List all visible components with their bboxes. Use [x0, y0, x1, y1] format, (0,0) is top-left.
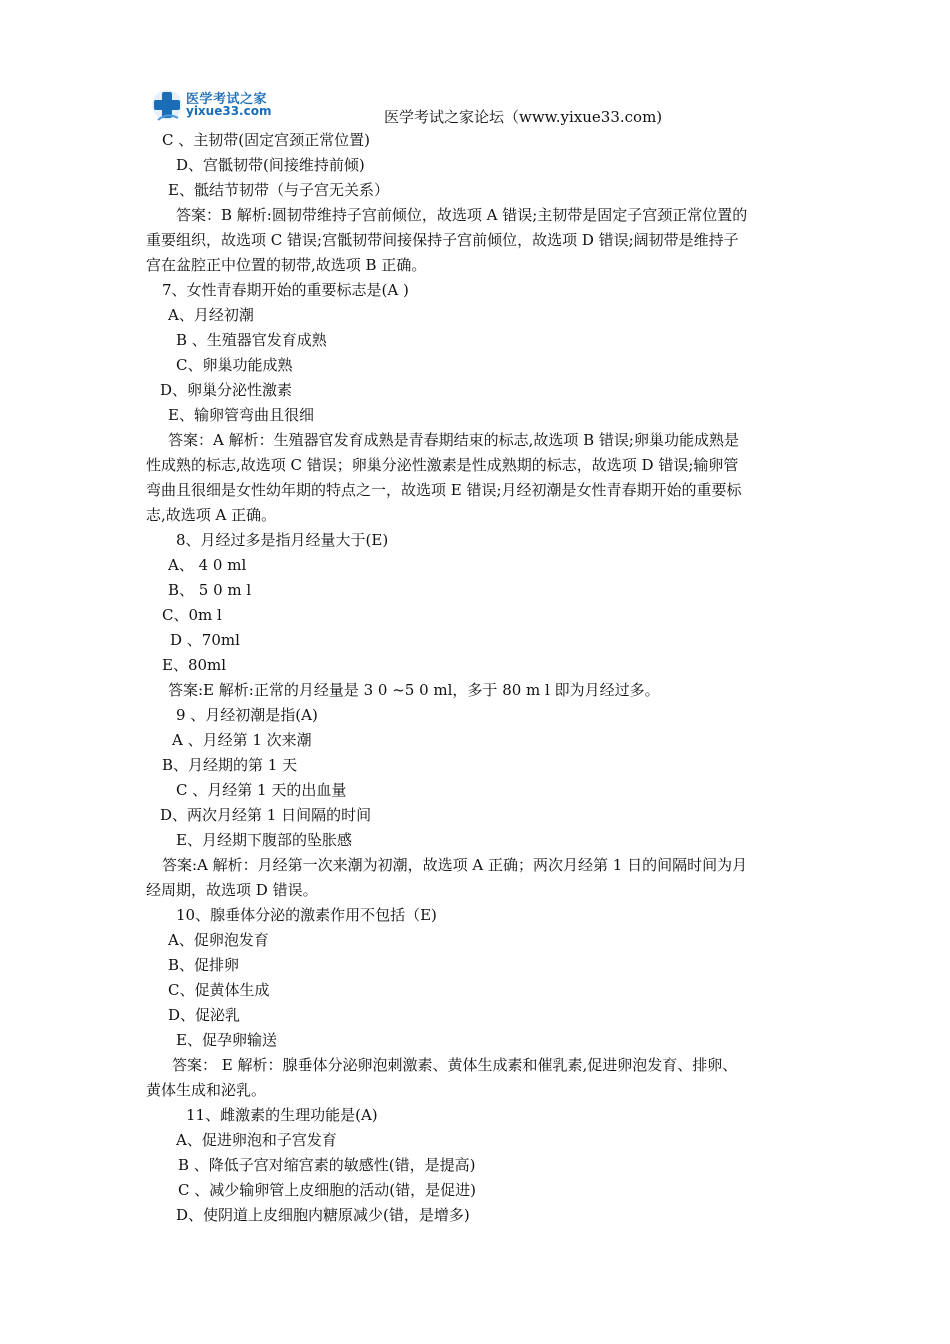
- option-line: B、 5 0 m l: [168, 581, 252, 599]
- option-line: B、月经期的第 1 天: [162, 756, 298, 774]
- option-line: C、卵巢功能成熟: [176, 356, 293, 374]
- site-title: 医学考试之家论坛（www.yixue33.com): [384, 108, 663, 126]
- option-line: A 、月经第 1 次来潮: [172, 731, 312, 749]
- question-line: 7、女性青春期开始的重要标志是(A ): [162, 281, 409, 299]
- option-line: C、0m l: [162, 606, 222, 624]
- question-line: 11、雌激素的生理功能是(A): [186, 1106, 378, 1124]
- option-line: E、80ml: [162, 656, 227, 674]
- question-line: 10、腺垂体分泌的激素作用不包括（E): [176, 906, 437, 924]
- option-line: D、两次月经第 1 日间隔的时间: [160, 806, 372, 824]
- question-line: 9 、月经初潮是指(A): [176, 706, 318, 724]
- option-line: A、促进卵泡和子宫发育: [176, 1131, 337, 1149]
- answer-line: 答案：B 解析:圆韧带维持子宫前倾位，故选项 A 错误;主韧带是固定子宫颈正常位置的: [176, 206, 748, 224]
- option-line: D、宫骶韧带(间接维持前倾): [176, 156, 365, 174]
- option-line: C、促黄体生成: [168, 981, 270, 999]
- answer-line: 黄体生成和泌乳。: [146, 1081, 267, 1099]
- answer-line: 答案：A 解析：生殖器官发育成熟是青春期结束的标志,故选项 B 错误;卵巢功能成熟是: [168, 431, 739, 449]
- option-line: C 、月经第 1 天的出血量: [176, 781, 347, 799]
- option-line: B、促排卵: [168, 956, 240, 974]
- medical-cross-logo-icon: [150, 84, 184, 124]
- option-line: B 、生殖器官发育成熟: [176, 331, 327, 349]
- answer-line: 志,故选项 A 正确。: [146, 506, 277, 524]
- option-line: B 、降低子宫对缩宫素的敏感性(错，是提高): [178, 1156, 476, 1174]
- option-line: E、月经期下腹部的坠胀感: [176, 831, 352, 849]
- option-line: D 、70ml: [170, 631, 240, 649]
- answer-line: 答案:E 解析:正常的月经量是 3 0 ~5 0 ml，多于 80 m l 即为月经过多。: [168, 681, 660, 699]
- option-line: A、月经初潮: [168, 306, 254, 324]
- option-line: D、促泌乳: [168, 1006, 241, 1024]
- option-line: C 、减少输卵管上皮细胞的活动(错，是促进): [178, 1181, 476, 1199]
- answer-line: 答案： E 解析：腺垂体分泌卵泡刺激素、黄体生成素和催乳素,促进卵泡发育、排卵、: [172, 1056, 738, 1074]
- logo-text-en: yixue33.com: [186, 104, 272, 118]
- option-line: E、骶结节韧带（与子宫无关系）: [168, 181, 389, 199]
- answer-line: 弯曲且很细是女性幼年期的特点之一，故选项 E 错误;月经初潮是女性青春期开始的重要标: [146, 481, 742, 499]
- option-line: A、促卵泡发育: [168, 931, 269, 949]
- option-line: D、卵巢分泌性激素: [160, 381, 293, 399]
- option-line: C 、主韧带(固定宫颈正常位置): [162, 131, 370, 149]
- logo-text-cn: 医学考试之家: [186, 92, 268, 107]
- question-line: 8、月经过多是指月经量大于(E): [176, 531, 389, 549]
- option-line: D、使阴道上皮细胞内糖原减少(错，是增多): [176, 1206, 470, 1224]
- option-line: E、输卵管弯曲且很细: [168, 406, 314, 424]
- answer-line: 重要组织，故选项 C 错误;宫骶韧带间接保持子宫前倾位，故选项 D 错误;阔韧带是维持子: [146, 231, 739, 249]
- option-line: A、 4 0 ml: [168, 556, 247, 574]
- page-header: [0, 0, 950, 130]
- answer-line: 性成熟的标志,故选项 C 错误；卵巢分泌性激素是性成熟期的标志，故选项 D 错误;输卵管: [146, 456, 739, 474]
- answer-line: 答案:A 解析：月经第一次来潮为初潮，故选项 A 正确；两次月经第 1 日的间隔时间为月: [162, 856, 748, 874]
- answer-line: 经周期，故选项 D 错误。: [146, 881, 318, 899]
- site-logo[interactable]: [150, 84, 290, 124]
- answer-line: 宫在盆腔正中位置的韧带,故选项 B 正确。: [146, 256, 427, 274]
- option-line: E、促孕卵输送: [176, 1031, 277, 1049]
